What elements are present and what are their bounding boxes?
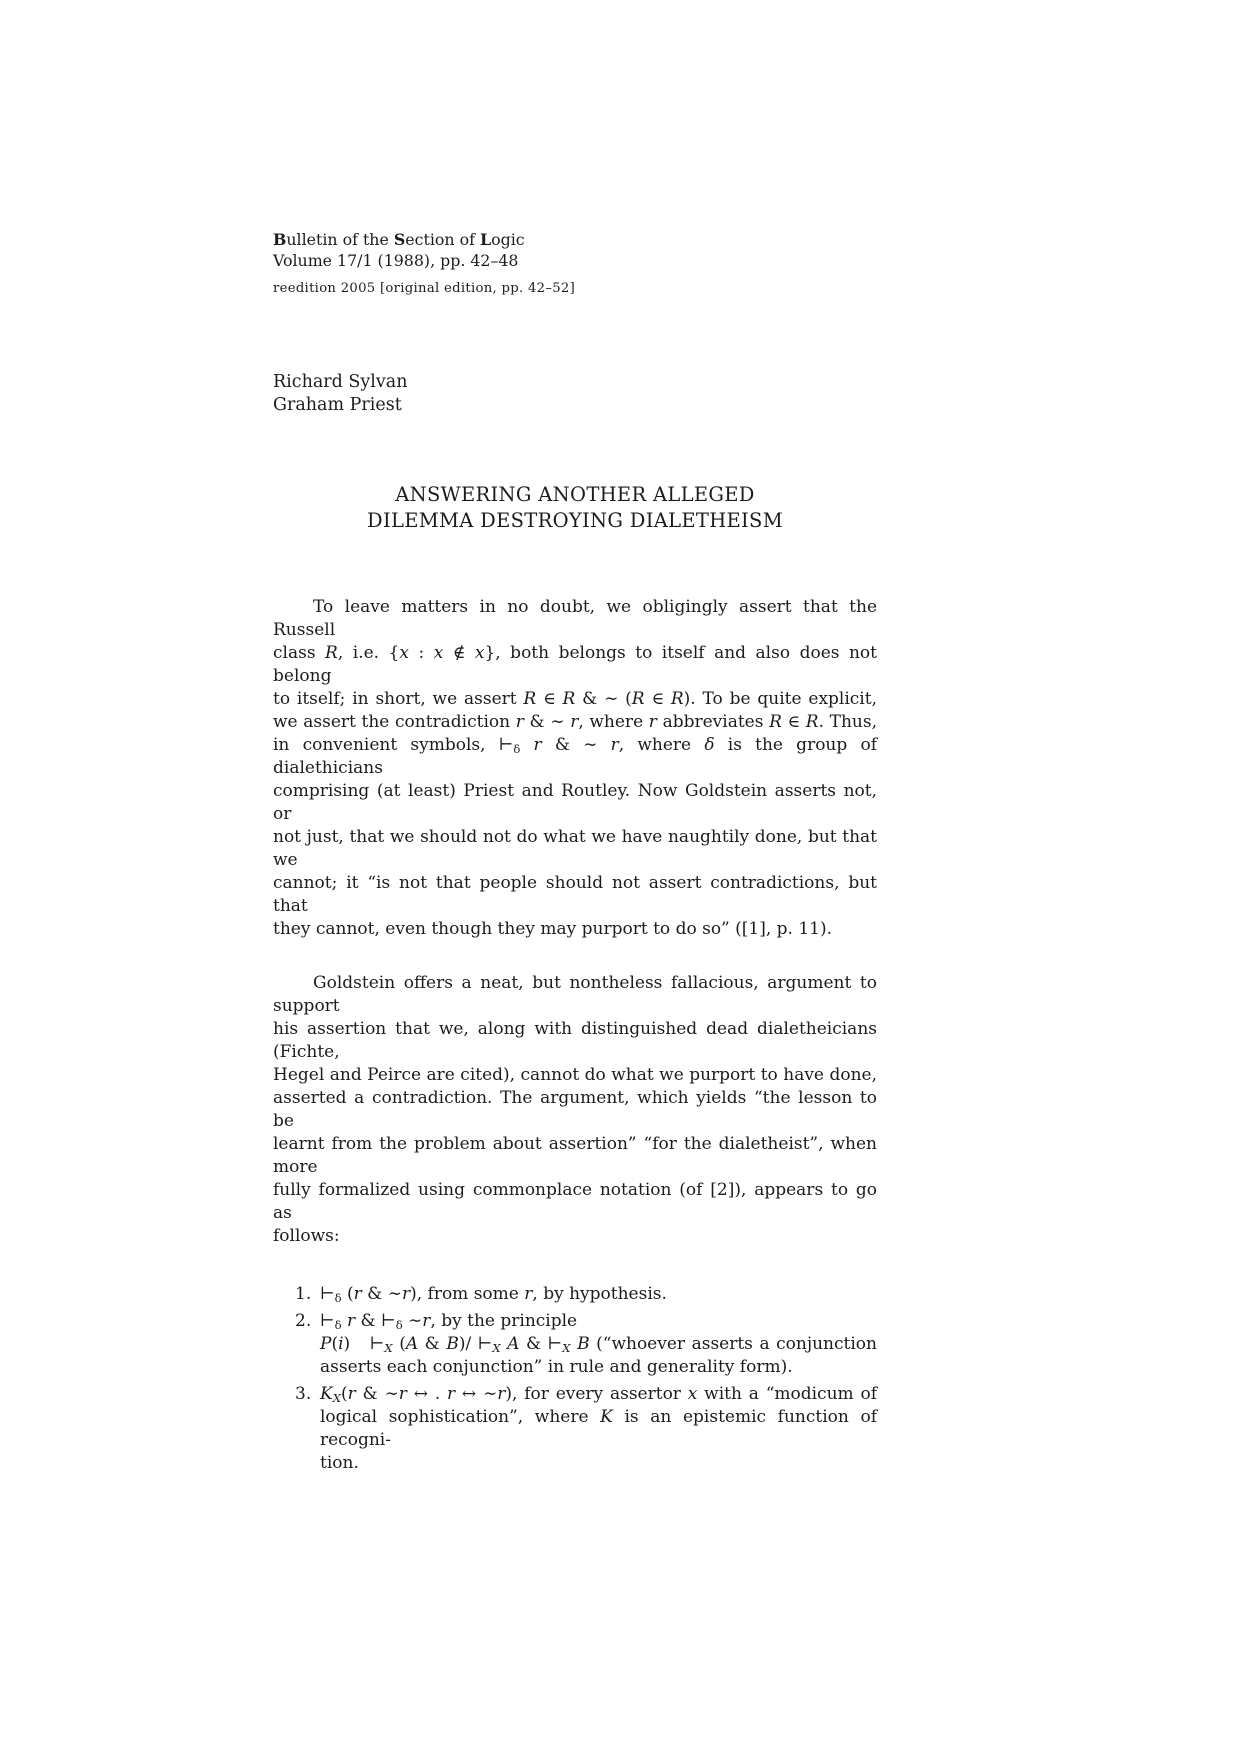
paragraph-1	[273, 596, 877, 941]
text-line: learnt from the problem about assertion” “for the dialetheist”, when more	[273, 1134, 877, 1177]
list-item-body	[320, 1310, 877, 1379]
text-line: logical sophistication”, where K is an epistemic function of recogni-	[320, 1407, 877, 1450]
text-line: in convenient symbols, $⊢_\delta$ r & ∼ r, where δ is the group of dialethicians	[273, 735, 877, 778]
list-item-number: 1.	[295, 1284, 312, 1304]
paragraph-2	[273, 972, 877, 1248]
author-list	[273, 371, 877, 417]
text-line: not just, that we should not do what we have naughtily done, but that we	[273, 827, 877, 870]
text-line: they cannot, even though they may purport to do so” ([1], p. 11).	[273, 919, 833, 939]
list-item-body	[320, 1283, 877, 1306]
text-line: Goldstein offers a neat, but nontheless fallacious, argument to support	[273, 973, 877, 1016]
page-content	[273, 229, 877, 1479]
text-line: comprising (at least) Priest and Routley. Now Goldstein asserts not, or	[273, 781, 877, 824]
text-line: ANSWERING ANOTHER ALLEGED	[395, 483, 755, 506]
text-line: class R, i.e. {x : x ∉ x}, both belongs to itself and also does not belong	[273, 643, 877, 686]
list-item-number: 2.	[295, 1311, 312, 1331]
journal-header	[273, 229, 877, 297]
text-line: cannot; it “is not that people should not assert contradictions, but that	[273, 873, 877, 916]
paper-body	[273, 596, 877, 1475]
text-line: his assertion that we, along with distinguished dead dialetheicians (Fichte,	[273, 1019, 877, 1062]
text-line: DILEMMA DESTROYING DIALETHEISM	[367, 508, 783, 532]
text-line: tion.	[320, 1453, 359, 1473]
text-line: Graham Priest	[273, 395, 402, 415]
text-line: $⊢_\delta$ r & $⊢_\delta$ ∼r, by the principle	[320, 1311, 578, 1332]
text-line: P(i) $⊢_X$ (A & B)/ $⊢_X$ A & $⊢_X$ B (“whoever asserts a conjunction	[320, 1334, 877, 1355]
journal-volume: Volume 17/1 (1988), pp. 42–48	[273, 251, 519, 270]
text-line: $K_X(r$ & ∼r ↔ . r ↔ ∼r), for every assertor x with a “modicum of	[320, 1384, 877, 1405]
text-line: Hegel and Peirce are cited), cannot do what we purport to have done,	[273, 1065, 877, 1085]
text-line: To leave matters in no doubt, we obligingly assert that the Russell	[273, 597, 877, 640]
text-line: fully formalized using commonplace notation (of [2]), appears to go as	[273, 1180, 877, 1223]
journal-name: Bulletin of the Section of Logic	[273, 230, 525, 249]
list-item	[273, 1283, 877, 1306]
argument-list	[273, 1283, 877, 1475]
text-line: Richard Sylvan	[273, 372, 408, 392]
text-line: to itself; in short, we assert R ∈ R & ∼ (R ∈ R). To be quite explicit,	[273, 689, 877, 709]
text-line: asserted a contradiction. The argument, which yields “the lesson to be	[273, 1088, 877, 1131]
text-line: follows:	[273, 1226, 340, 1246]
paper-title	[273, 482, 877, 533]
text-line: we assert the contradiction r & ∼ r, where r abbreviates R ∈ R. Thus,	[273, 712, 878, 732]
list-item-number: 3.	[295, 1384, 312, 1404]
list-item	[273, 1310, 877, 1379]
text-line: asserts each conjunction” in rule and generality form).	[320, 1357, 793, 1377]
list-item	[273, 1383, 877, 1475]
text-line: $⊢_\delta$ (r & ∼r), from some r, by hypothesis.	[320, 1284, 667, 1305]
list-item-body	[320, 1383, 877, 1475]
reedition-note: reedition 2005 [original edition, pp. 42–52]	[273, 281, 576, 296]
